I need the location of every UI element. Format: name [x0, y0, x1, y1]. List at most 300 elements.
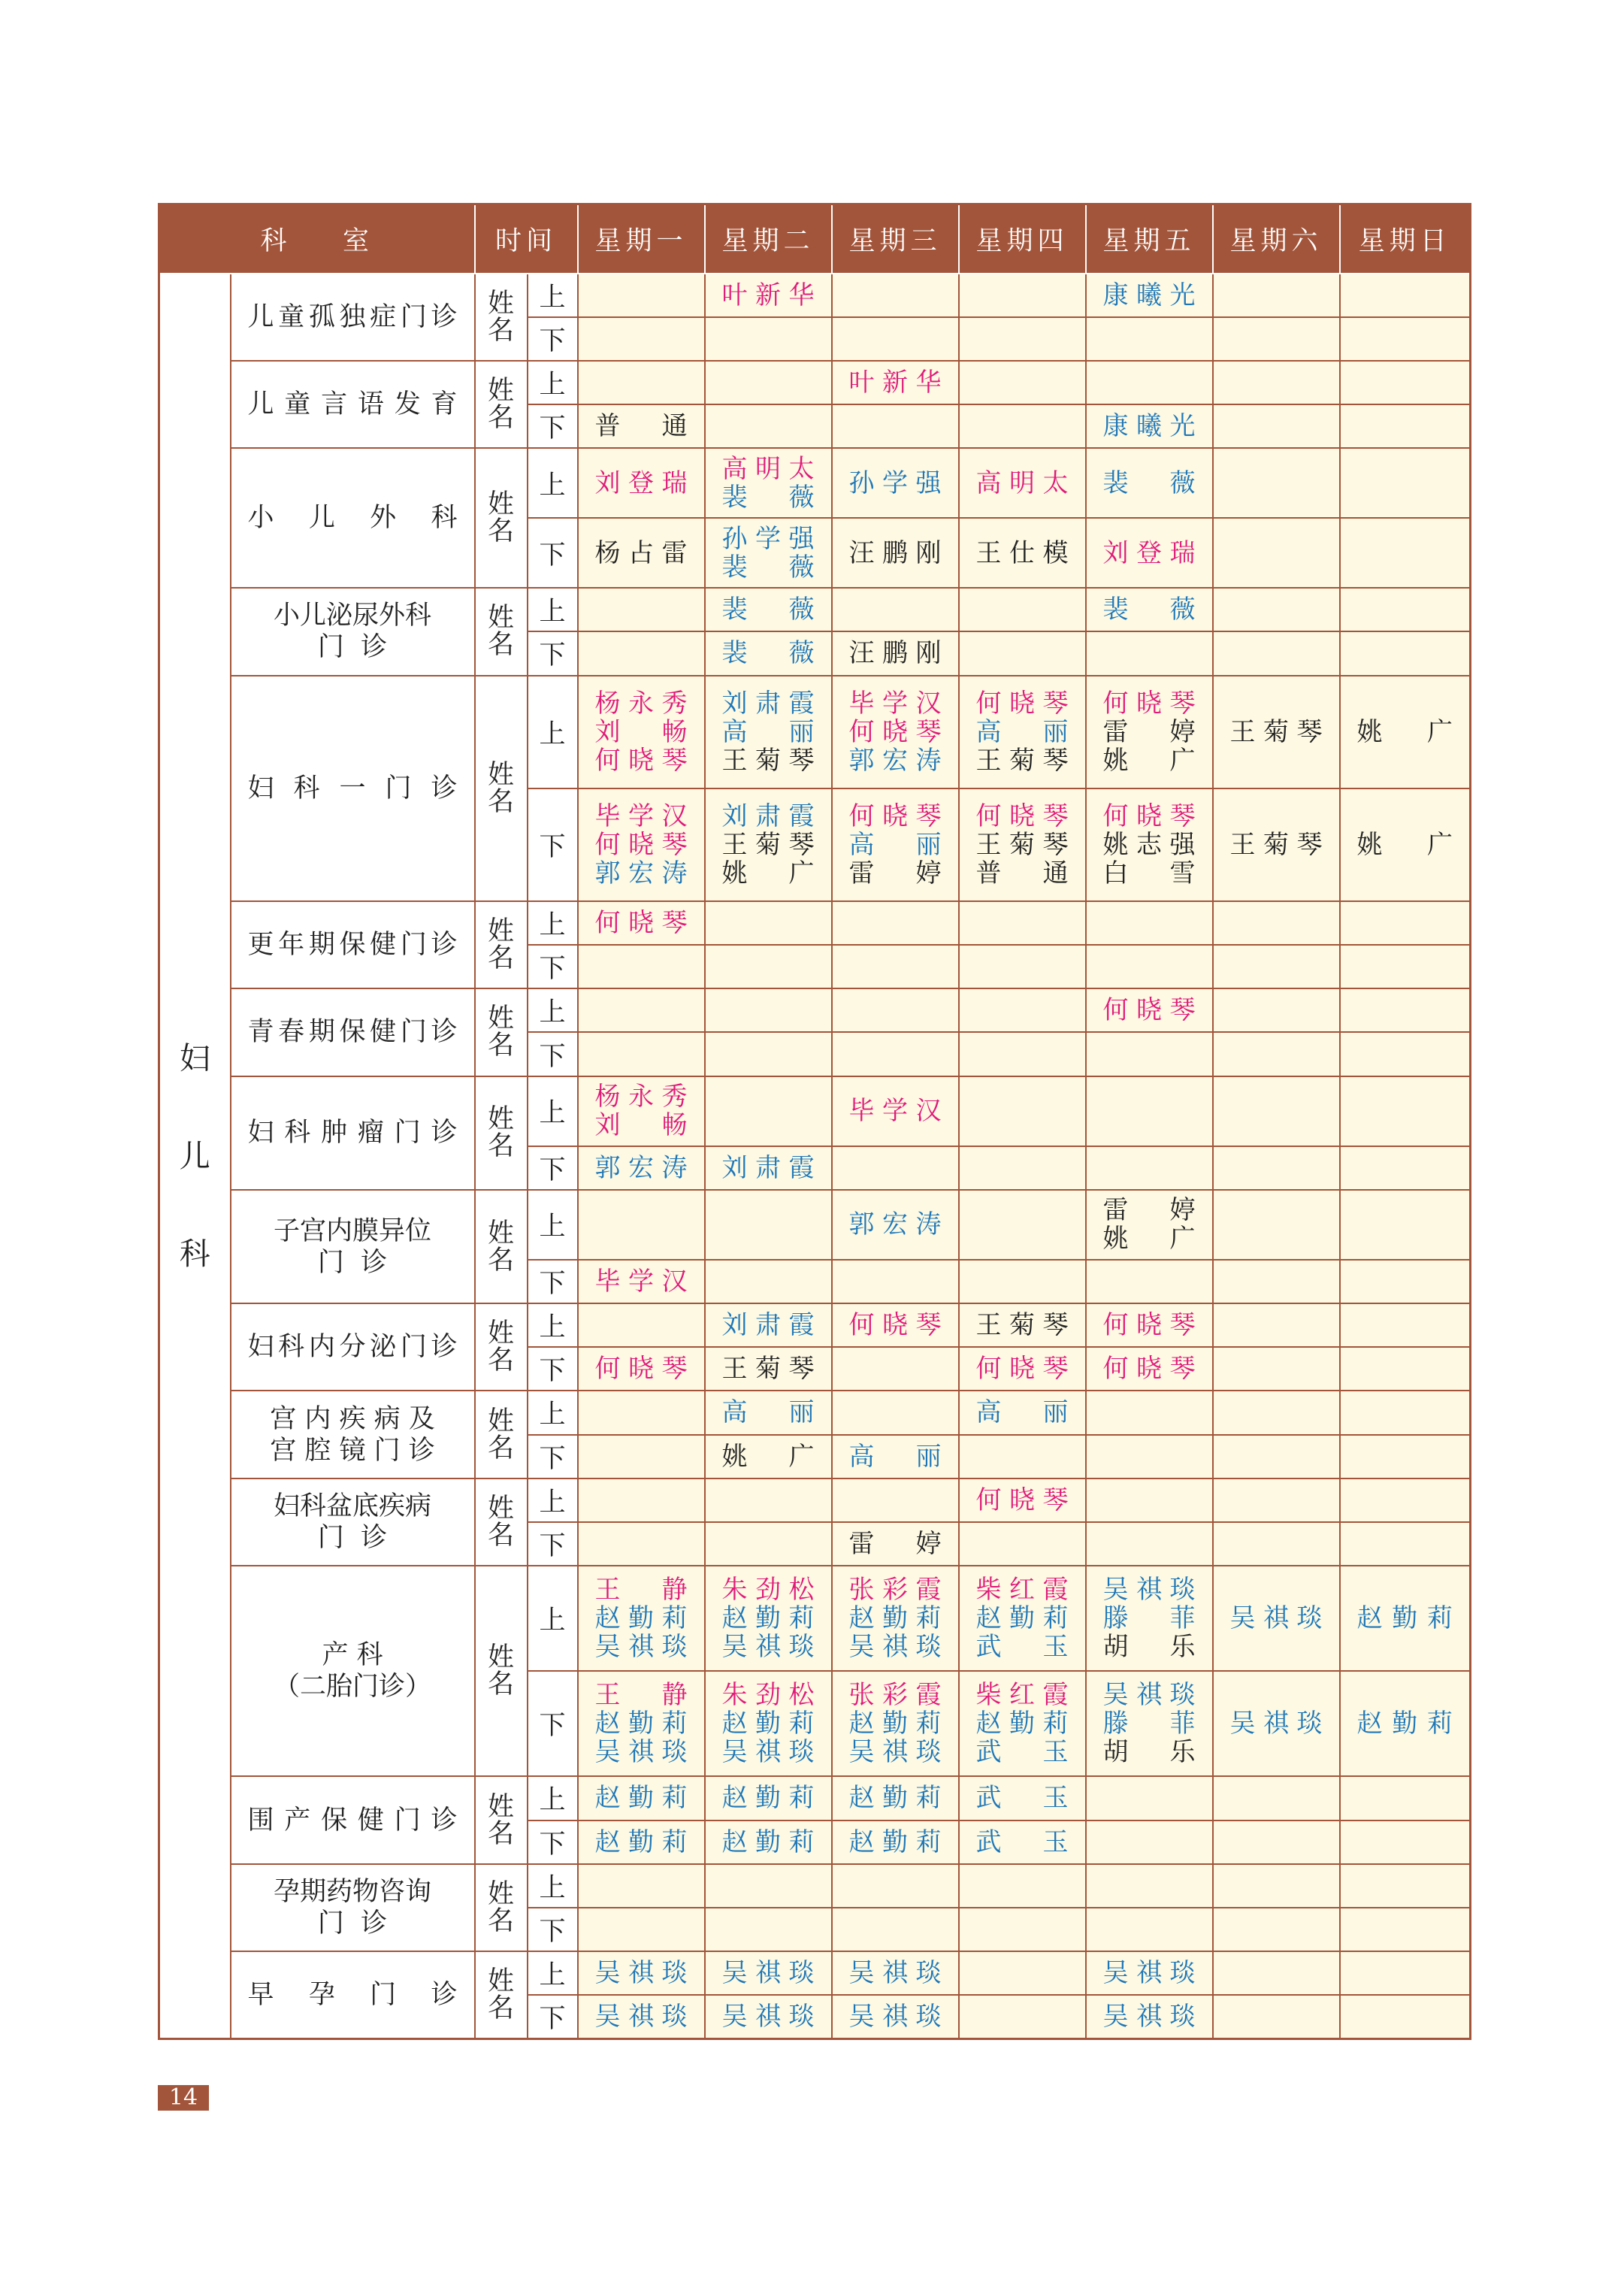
schedule-cell	[1340, 448, 1471, 518]
schedule-cell	[1213, 1864, 1340, 1908]
schedule-cell	[578, 317, 705, 361]
doctor-name: 赵勤莉	[721, 1783, 815, 1814]
department-name	[231, 1566, 475, 1777]
name-label-char: 姓	[488, 489, 515, 520]
schedule-cell	[578, 1260, 705, 1303]
schedule-cell	[705, 1146, 832, 1190]
schedule-cell	[578, 361, 705, 404]
doctor-name: 高明太	[721, 453, 815, 484]
doctor-name: 王仕模	[975, 537, 1069, 568]
schedule-cell	[1340, 1671, 1471, 1776]
schedule-cell	[705, 1864, 832, 1908]
doctor-name: 裴 薇	[1102, 468, 1196, 498]
schedule-row	[159, 676, 1471, 788]
schedule-cell	[832, 404, 959, 448]
schedule-cell	[832, 1995, 959, 2039]
period-pm: 下	[528, 404, 578, 448]
schedule-cell	[1086, 1347, 1213, 1391]
name-label	[475, 1951, 528, 2039]
schedule-cell	[959, 1671, 1086, 1776]
name-label	[475, 676, 528, 902]
department-name-line: 妇科肿瘤门诊	[247, 1118, 458, 1149]
period-pm: 下	[528, 788, 578, 901]
schedule-cell	[578, 1864, 705, 1908]
schedule-cell	[832, 1566, 959, 1671]
department-name-line: 早 孕 门 诊	[247, 1979, 458, 2010]
schedule-cell	[1213, 1908, 1340, 1951]
schedule-cell	[1213, 1260, 1340, 1303]
schedule-cell	[578, 1566, 705, 1671]
doctor-name: 赵勤莉	[594, 1783, 688, 1814]
schedule-cell	[1213, 1435, 1340, 1479]
period-pm: 下	[528, 631, 578, 675]
name-label-char: 姓	[488, 1791, 515, 1822]
name-label	[475, 361, 528, 448]
schedule-cell	[832, 1190, 959, 1260]
schedule-cell	[1086, 676, 1213, 788]
department-name-line: 妇科内分泌门诊	[247, 1332, 458, 1363]
doctor-name: 柴红霞	[975, 1680, 1069, 1711]
schedule-cell	[1340, 1995, 1471, 2039]
schedule-row	[159, 1479, 1471, 1522]
name-label	[475, 988, 528, 1076]
doctor-name: 吴祺琰	[721, 1737, 815, 1768]
schedule-cell	[959, 1566, 1086, 1671]
schedule-cell	[1086, 988, 1213, 1032]
schedule-cell	[578, 1391, 705, 1434]
doctor-name: 高 丽	[975, 1397, 1069, 1428]
schedule-cell	[1086, 945, 1213, 988]
doctor-name: 姚 广	[1102, 1224, 1196, 1255]
schedule-cell	[832, 988, 959, 1032]
period-am: 上	[528, 1776, 578, 1820]
schedule-cell	[705, 1776, 832, 1820]
schedule-cell	[832, 1776, 959, 1820]
schedule-cell	[578, 1995, 705, 2039]
department-name	[231, 1776, 475, 1863]
schedule-cell	[1213, 1190, 1340, 1260]
schedule-cell	[705, 945, 832, 988]
department-name-line: 门 诊	[317, 632, 388, 663]
doctor-name: 王菊琴	[721, 745, 815, 776]
doctor-name: 高明太	[975, 468, 1069, 498]
schedule-cell	[832, 274, 959, 317]
schedule-cell	[1213, 631, 1340, 675]
schedule-cell	[959, 1821, 1086, 1864]
doctor-name: 杨占雷	[594, 537, 688, 568]
doctor-name: 吴祺琰	[721, 1631, 815, 1662]
schedule-cell	[705, 676, 832, 788]
schedule-cell	[959, 1908, 1086, 1951]
schedule-cell	[959, 317, 1086, 361]
schedule-cell	[705, 1951, 832, 1995]
doctor-name: 胡 乐	[1102, 1631, 1196, 1662]
doctor-name: 王菊琴	[721, 1354, 815, 1385]
schedule-cell	[578, 448, 705, 518]
schedule-cell	[705, 518, 832, 588]
schedule-cell	[832, 1146, 959, 1190]
doctor-name: 姚 广	[1102, 745, 1196, 776]
period-pm: 下	[528, 1821, 578, 1864]
schedule-cell	[705, 1260, 832, 1303]
schedule-cell	[578, 1146, 705, 1190]
period-pm: 下	[528, 518, 578, 588]
doctor-name: 吴祺琰	[1102, 2001, 1196, 2032]
schedule-cell	[1086, 1821, 1213, 1864]
schedule-cell	[1213, 1146, 1340, 1190]
header-day: 星期三	[832, 204, 959, 274]
schedule-cell	[1340, 404, 1471, 448]
doctor-name: 毕学汉	[594, 1267, 688, 1297]
doctor-name: 普 通	[975, 858, 1069, 888]
schedule-cell	[1213, 1522, 1340, 1566]
schedule-cell	[832, 1260, 959, 1303]
name-label-char: 名	[488, 1520, 515, 1551]
schedule-cell	[959, 1032, 1086, 1076]
schedule-cell	[832, 1435, 959, 1479]
schedule-cell	[1086, 518, 1213, 588]
schedule-cell	[578, 788, 705, 901]
schedule-cell	[578, 988, 705, 1032]
schedule-cell	[1086, 1864, 1213, 1908]
department-name-line: 妇科盆底疾病	[274, 1491, 432, 1521]
department-name-line: 小 儿 外 科	[247, 503, 458, 534]
schedule-cell	[959, 1776, 1086, 1820]
schedule-cell	[578, 1821, 705, 1864]
schedule-cell	[959, 901, 1086, 945]
schedule-cell	[705, 404, 832, 448]
name-label	[475, 1076, 528, 1190]
schedule-cell	[1086, 361, 1213, 404]
period-pm: 下	[528, 1146, 578, 1190]
doctor-name: 吴祺琰	[594, 1957, 688, 1988]
name-label-char: 姓	[488, 916, 515, 947]
period-pm: 下	[528, 1522, 578, 1566]
schedule-cell	[1340, 274, 1471, 317]
doctor-name: 裴 薇	[721, 595, 815, 625]
schedule-cell	[832, 1671, 959, 1776]
name-label	[475, 1776, 528, 1863]
schedule-cell	[1340, 1566, 1471, 1671]
schedule-cell	[1340, 361, 1471, 404]
schedule-body	[159, 274, 1471, 2039]
schedule-cell	[1086, 1303, 1213, 1347]
department-name-line: 儿童孤独症门诊	[247, 301, 458, 332]
doctor-name: 何晓琴	[975, 1485, 1069, 1515]
doctor-name: 刘肃霞	[721, 1152, 815, 1183]
doctor-name: 杨永秀	[594, 688, 688, 719]
doctor-name: 武 玉	[975, 1783, 1069, 1814]
doctor-name: 何晓琴	[848, 716, 942, 747]
department-name-line: 更年期保健门诊	[247, 930, 458, 961]
schedule-row	[159, 1391, 1471, 1434]
doctor-name: 普 通	[594, 410, 688, 441]
doctor-name: 何晓琴	[594, 1354, 688, 1385]
doctor-name: 柴红霞	[975, 1574, 1069, 1605]
department-name-line: 小儿泌尿外科	[274, 601, 432, 631]
doctor-name: 滕 菲	[1102, 1603, 1196, 1633]
doctor-name: 赵勤莉	[848, 1709, 942, 1739]
schedule-cell	[832, 518, 959, 588]
schedule-cell	[1340, 1303, 1471, 1347]
schedule-row	[159, 1951, 1471, 1995]
schedule-row	[159, 361, 1471, 404]
doctor-name: 高 丽	[975, 716, 1069, 747]
department-name	[231, 988, 475, 1076]
schedule-cell	[1086, 1522, 1213, 1566]
schedule-row	[159, 588, 1471, 631]
schedule-cell	[705, 274, 832, 317]
schedule-cell	[1340, 901, 1471, 945]
department-name-line: 门 诊	[317, 1908, 388, 1939]
doctor-name: 姚 广	[721, 858, 815, 888]
schedule-cell	[959, 676, 1086, 788]
doctor-name: 刘肃霞	[721, 1310, 815, 1341]
schedule-cell	[959, 1146, 1086, 1190]
doctor-name: 胡 乐	[1102, 1737, 1196, 1768]
schedule-cell	[1213, 901, 1340, 945]
schedule-cell	[705, 1671, 832, 1776]
schedule-cell	[959, 631, 1086, 675]
doctor-name: 毕学汉	[848, 1096, 942, 1127]
schedule-cell	[1086, 448, 1213, 518]
schedule-cell	[1086, 1479, 1213, 1522]
doctor-name: 何晓琴	[975, 688, 1069, 719]
schedule-cell	[1086, 1908, 1213, 1951]
doctor-name: 王菊琴	[721, 830, 815, 860]
schedule-row	[159, 274, 1471, 317]
period-am: 上	[528, 1391, 578, 1434]
doctor-name: 孙学强	[721, 523, 815, 554]
doctor-name: 裴 薇	[721, 638, 815, 669]
schedule-cell	[705, 1522, 832, 1566]
name-label-char: 姓	[488, 1104, 515, 1135]
department-name-line: 门 诊	[317, 1522, 388, 1553]
doctor-name: 汪鹏刚	[848, 537, 942, 568]
schedule-cell	[1086, 1776, 1213, 1820]
name-label-char: 名	[488, 1345, 515, 1376]
schedule-cell	[832, 1032, 959, 1076]
schedule-cell	[705, 1821, 832, 1864]
category-label: 科	[179, 1235, 210, 1272]
schedule-row	[159, 1566, 1471, 1671]
doctor-name: 姚志强	[1102, 830, 1196, 860]
doctor-name: 郭宏涛	[848, 1209, 942, 1240]
schedule-cell	[705, 1995, 832, 2039]
doctor-name: 赵勤莉	[594, 1709, 688, 1739]
name-label-char: 名	[488, 1818, 515, 1849]
schedule-cell	[832, 317, 959, 361]
name-label-char: 名	[488, 1131, 515, 1162]
name-label	[475, 1864, 528, 1951]
schedule-cell	[959, 1951, 1086, 1995]
category-cell	[159, 274, 231, 2039]
schedule-cell	[1340, 1347, 1471, 1391]
period-am: 上	[528, 1479, 578, 1522]
department-name-line: 孕期药物咨询	[274, 1876, 432, 1907]
doctor-name: 叶新华	[848, 367, 942, 398]
doctor-name: 刘登瑞	[594, 468, 688, 498]
schedule-cell	[832, 1821, 959, 1864]
schedule-cell	[578, 901, 705, 945]
name-label-char: 名	[488, 943, 515, 974]
schedule-cell	[1213, 1821, 1340, 1864]
schedule-cell	[1213, 274, 1340, 317]
schedule-cell	[1213, 588, 1340, 631]
doctor-name: 王菊琴	[1229, 830, 1323, 860]
department-name-line: 围产保健门诊	[247, 1805, 458, 1836]
schedule-cell	[578, 1032, 705, 1076]
schedule-cell	[959, 1347, 1086, 1391]
schedule-cell	[578, 1435, 705, 1479]
schedule-cell	[959, 518, 1086, 588]
department-name-line: 宫 内 疾 病 及	[270, 1403, 435, 1434]
schedule-cell	[959, 1864, 1086, 1908]
schedule-cell	[705, 1908, 832, 1951]
schedule-cell	[832, 1076, 959, 1146]
category-label: 妇	[179, 1040, 210, 1076]
schedule-cell	[578, 518, 705, 588]
schedule-cell	[959, 1190, 1086, 1260]
schedule-cell	[832, 1303, 959, 1347]
department-name	[231, 1190, 475, 1303]
doctor-name: 朱劲松	[721, 1574, 815, 1605]
schedule-cell	[1086, 1260, 1213, 1303]
department-name-line: 青春期保健门诊	[247, 1017, 458, 1048]
doctor-name: 姚 广	[1356, 830, 1453, 860]
schedule-cell	[832, 1522, 959, 1566]
schedule-cell	[705, 1190, 832, 1260]
doctor-name: 雷 婷	[1102, 716, 1196, 747]
department-name	[231, 1864, 475, 1951]
name-label-char: 姓	[488, 1878, 515, 1909]
schedule-cell	[1340, 1821, 1471, 1864]
doctor-name: 何晓琴	[594, 830, 688, 860]
doctor-name: 姚 广	[721, 1441, 815, 1472]
period-pm: 下	[528, 1671, 578, 1776]
doctor-name: 高 丽	[848, 1441, 942, 1472]
name-label	[475, 448, 528, 588]
header-department: 科 室	[159, 204, 475, 274]
doctor-name: 吴祺琰	[1229, 1709, 1323, 1739]
schedule-cell	[1213, 1347, 1340, 1391]
schedule-cell	[1086, 588, 1213, 631]
schedule-cell	[1340, 1146, 1471, 1190]
period-am: 上	[528, 1864, 578, 1908]
department-name	[231, 1076, 475, 1190]
schedule-cell	[1340, 1435, 1471, 1479]
department-name-line: 宫 腔 镜 门 诊	[270, 1435, 435, 1466]
doctor-name: 刘 畅	[594, 716, 688, 747]
schedule-cell	[959, 1479, 1086, 1522]
department-name-line: 妇 科 一 门 诊	[247, 773, 458, 804]
schedule-cell	[1086, 1146, 1213, 1190]
schedule-cell	[578, 1776, 705, 1820]
schedule-cell	[1340, 317, 1471, 361]
name-label	[475, 1566, 528, 1777]
doctor-name: 吴祺琰	[721, 2001, 815, 2032]
department-name-line: 子宫内膜异位	[274, 1215, 432, 1246]
name-label-char: 名	[488, 315, 515, 346]
schedule-cell	[1086, 1435, 1213, 1479]
schedule-cell	[1086, 274, 1213, 317]
schedule-cell	[578, 1522, 705, 1566]
doctor-name: 张彩霞	[848, 1574, 942, 1605]
schedule-row	[159, 1190, 1471, 1260]
schedule-cell	[578, 1479, 705, 1522]
name-label-char: 名	[488, 1433, 515, 1463]
header-day: 星期四	[959, 204, 1086, 274]
schedule-cell	[959, 1391, 1086, 1434]
doctor-name: 高 丽	[721, 1397, 815, 1428]
schedule-cell	[705, 901, 832, 945]
schedule-cell	[959, 1995, 1086, 2039]
name-label-char: 名	[488, 786, 515, 817]
doctor-name: 赵勤莉	[721, 1709, 815, 1739]
schedule-cell	[1213, 1671, 1340, 1776]
schedule-cell	[959, 1260, 1086, 1303]
schedule-cell	[705, 361, 832, 404]
doctor-name: 刘登瑞	[1102, 537, 1196, 568]
schedule-cell	[1213, 676, 1340, 788]
schedule-cell	[959, 1076, 1086, 1146]
schedule-cell	[1213, 1391, 1340, 1434]
doctor-name: 王菊琴	[975, 830, 1069, 860]
doctor-name: 赵勤莉	[594, 1603, 688, 1633]
period-am: 上	[528, 1951, 578, 1995]
name-label-char: 姓	[488, 288, 515, 319]
doctor-name: 刘肃霞	[721, 801, 815, 831]
schedule-cell	[832, 448, 959, 518]
schedule-cell	[578, 1303, 705, 1347]
name-label	[475, 1190, 528, 1303]
name-label-char: 姓	[488, 375, 515, 406]
doctor-name: 吴祺琰	[1102, 1574, 1196, 1605]
schedule-row	[159, 1303, 1471, 1347]
department-name	[231, 1391, 475, 1478]
doctor-name: 高 丽	[848, 830, 942, 860]
schedule-cell	[578, 631, 705, 675]
department-name	[231, 1951, 475, 2039]
doctor-name: 郭宏涛	[594, 858, 688, 888]
schedule-cell	[1086, 1032, 1213, 1076]
schedule-row	[159, 1076, 1471, 1146]
department-name	[231, 588, 475, 675]
doctor-name: 武 玉	[975, 1631, 1069, 1662]
schedule-cell	[959, 1303, 1086, 1347]
doctor-name: 武 玉	[975, 1737, 1069, 1768]
schedule-cell	[1213, 361, 1340, 404]
schedule-cell	[578, 1908, 705, 1951]
department-name-line: 儿童言语发育	[247, 389, 458, 419]
schedule-cell	[1086, 1566, 1213, 1671]
doctor-name: 刘 畅	[594, 1110, 688, 1141]
doctor-name: 吴祺琰	[848, 2001, 942, 2032]
period-am: 上	[528, 1566, 578, 1671]
doctor-name: 白 雪	[1102, 858, 1196, 888]
doctor-name: 姚 广	[1356, 716, 1453, 747]
schedule-cell	[1340, 1479, 1471, 1522]
doctor-name: 何晓琴	[1102, 801, 1196, 831]
doctor-name: 吴祺琰	[721, 1957, 815, 1988]
schedule-cell	[578, 1190, 705, 1260]
schedule-cell	[1340, 588, 1471, 631]
name-label	[475, 1303, 528, 1391]
doctor-name: 杨永秀	[594, 1082, 688, 1112]
schedule-cell	[1340, 788, 1471, 901]
name-label-char: 名	[488, 1669, 515, 1700]
doctor-name: 吴祺琰	[1229, 1603, 1323, 1633]
